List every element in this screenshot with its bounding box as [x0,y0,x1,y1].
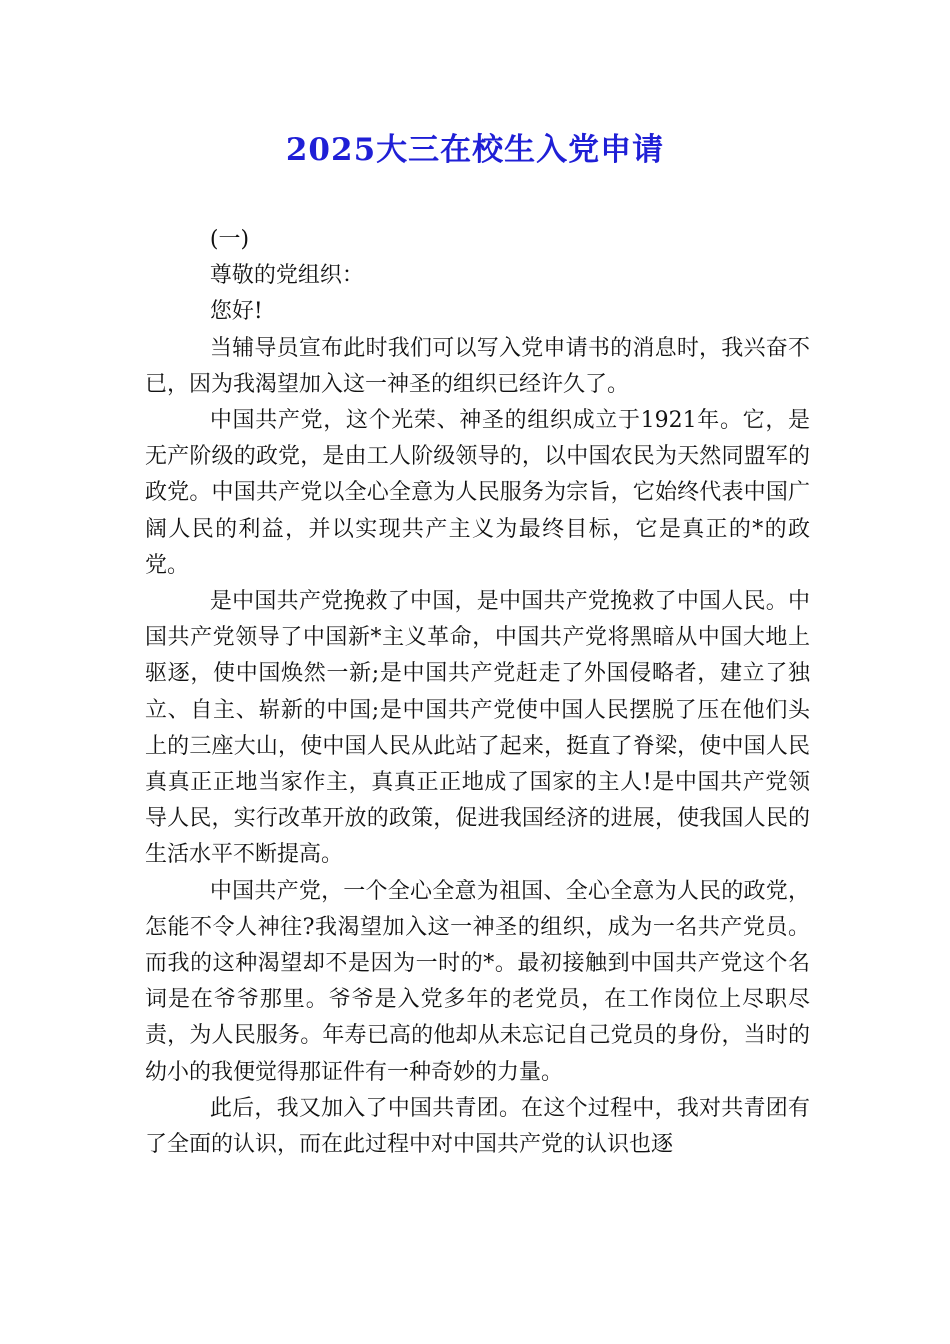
greeting: 您好! [209,299,263,325]
body-paragraph: 是中国共产党挽救了中国，是中国共产党挽救了中国人民。中国共产党领导了中国新*主义革命，中国共产党将黑暗从中国大地上驱逐，使中国焕然一新;是中国共产党赶走了外国侵略者，建立了独立、自主、崭新的中国;是中国共产党使中国人民摆脱了压在他们头上的三座大山，使中国人民从此站了起来，挺直了脊梁，使中国人民真真正正地当家作主，真真正正地成了国家的主人!是中国共产党领导人民，实行改革开放的政策，促进我国经济的进展，使我国人民的生活水平不断提高。 [145,589,810,868]
document-title: 2025大三在校生入党申请 [285,132,665,168]
salutation: 尊敬的党组织： [209,263,364,289]
body-paragraph: 中国共产党，这个光荣、神圣的组织成立于1921年。它，是无产阶级的政党，是由工人阶级领导的，以中国农民为天然同盟军的政党。中国共产党以全心全意为人民服务为宗旨，它始终代表中国广阔人民的利益，并以实现共产主义为最终目标，它是真正的*的政党。 [145,408,810,578]
body-paragraph: 此后，我又加入了中国共青团。在这个过程中，我对共青团有了全面的认识，而在此过程中对中国共产党的认识也逐 [145,1095,810,1158]
body-paragraph: 当辅导员宣布此时我们可以写入党申请书的消息时，我兴奋不已，因为我渴望加入这一神圣的组织已经许久了。 [145,335,810,397]
section-number: (一) [209,227,250,252]
document-body [145,222,810,1163]
body-paragraph: 中国共产党，一个全心全意为祖国、全心全意为人民的政党，怎能不令人神往?我渴望加入这一神圣的组织，成为一名共产党员。而我的这种渴望却不是因为一时的*。最初接触到中国共产党这个名词是在爷爷那里。爷爷是入党多年的老党员，在工作岗位上尽职尽责，为人民服务。年寿已高的他却从未忘记自己党员的身份，当时的幼小的我便觉得那证件有一种奇妙的力量。 [145,878,810,1085]
